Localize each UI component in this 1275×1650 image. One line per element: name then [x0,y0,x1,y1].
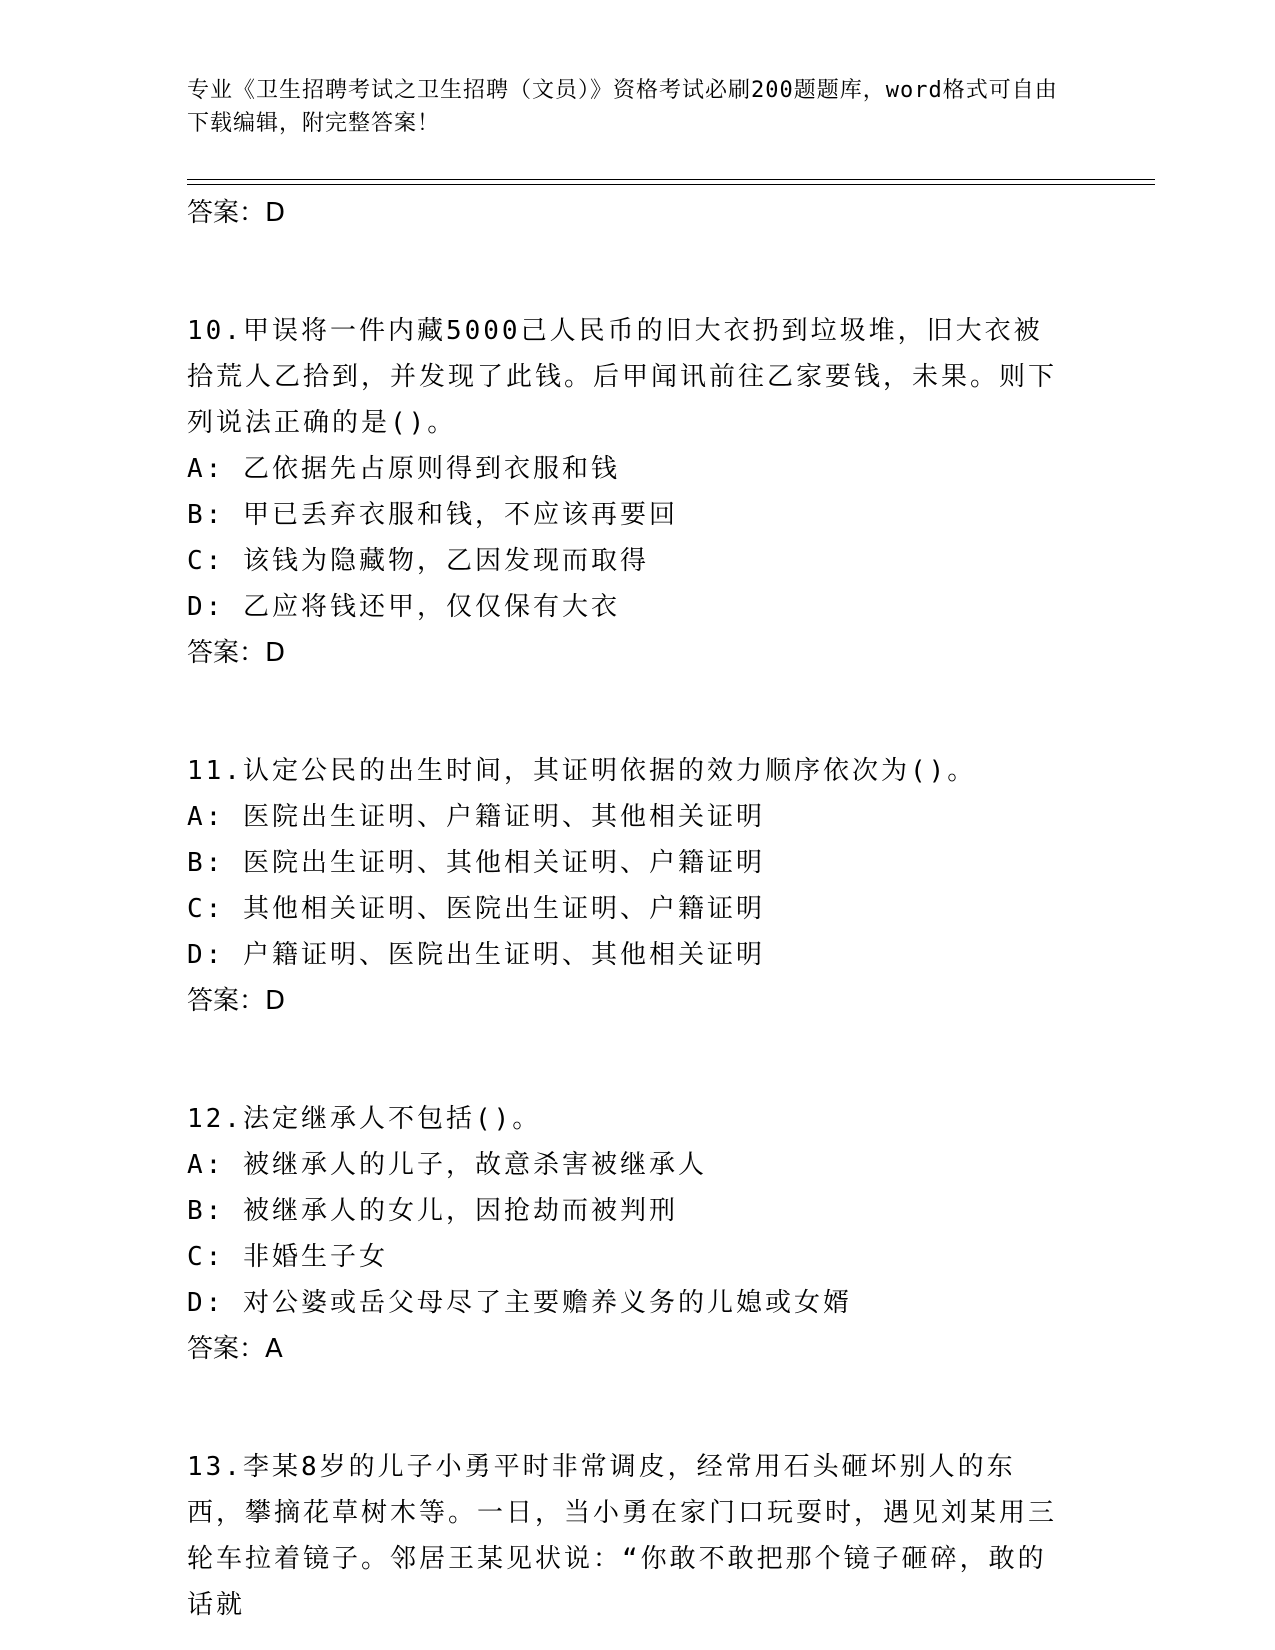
answer-line: 答案：D [187,986,286,1016]
option-d: D: 乙应将钱还甲，仅仅保有大衣 [187,592,620,622]
question-12 [187,1096,1067,1372]
header-rule-bottom [187,184,1155,185]
option-a: A: 医院出生证明、户籍证明、其他相关证明 [187,802,765,832]
document-header: 专业《卫生招聘考试之卫生招聘（文员）》资格考试必刷200题题库，word格式可自由下载编辑，附完整答案！ [187,78,1058,136]
option-d: D: 户籍证明、医院出生证明、其他相关证明 [187,940,765,970]
answer-line: 答案：A [187,1334,283,1364]
option-b: B: 被继承人的女儿，因抢劫而被判刑 [187,1196,678,1226]
question-text: 12.法定继承人不包括()。 [187,1104,542,1134]
option-c: C: 该钱为隐藏物，乙因发现而取得 [187,546,649,576]
question-13 [187,1444,1067,1628]
option-a: A: 乙依据先占原则得到衣服和钱 [187,454,620,484]
option-c: C: 非婚生子女 [187,1242,388,1272]
question-text: 13.李某8岁的儿子小勇平时非常调皮，经常用石头砸坏别人的东西，攀摘花草树木等。一日，当小勇在家门口玩耍时，遇见刘某用三轮车拉着镜子。邻居王某见状说：“你敢不敢把那个镜子砸碎，敢的话就 [187,1452,1058,1620]
header-rule-top [187,179,1155,180]
option-a: A: 被继承人的儿子，故意杀害被继承人 [187,1150,707,1180]
option-c: C: 其他相关证明、医院出生证明、户籍证明 [187,894,765,924]
answer-line: 答案：D [187,638,286,668]
option-d: D: 对公婆或岳父母尽了主要赡养义务的儿媳或女婿 [187,1288,852,1318]
question-text: 11.认定公民的出生时间，其证明依据的效力顺序依次为()。 [187,756,977,786]
option-b: B: 医院出生证明、其他相关证明、户籍证明 [187,848,765,878]
question-11 [187,748,1067,1024]
question-text: 10.甲误将一件内藏5000己人民币的旧大衣扔到垃圾堆，旧大衣被拾荒人乙拾到，并发现了此钱。后甲闻讯前往乙家要钱，未果。则下列说法正确的是()。 [187,316,1058,438]
document-body [187,190,1067,1628]
question-10 [187,308,1067,676]
answer-line: 答案：D [187,198,286,228]
option-b: B: 甲已丢弃衣服和钱，不应该再要回 [187,500,678,530]
